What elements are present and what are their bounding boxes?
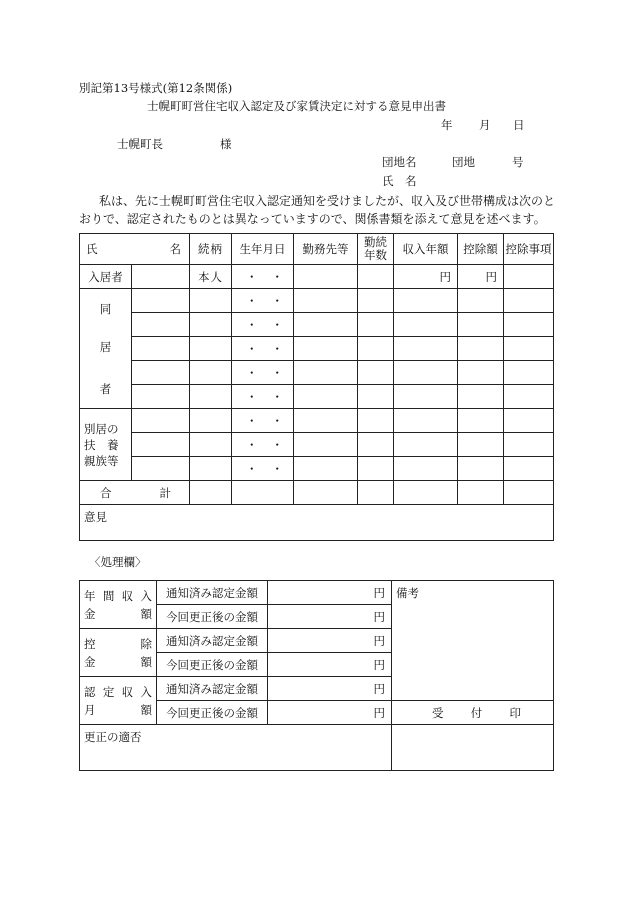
monthly-income-label xyxy=(80,677,157,725)
cell[interactable] xyxy=(232,481,294,505)
cell[interactable] xyxy=(394,409,458,433)
cell[interactable] xyxy=(458,481,504,505)
cell[interactable] xyxy=(294,457,358,481)
label-char: 間 xyxy=(102,588,115,603)
receipt-char-3: 印 xyxy=(509,705,521,720)
cell[interactable] xyxy=(504,289,554,313)
table-row xyxy=(80,337,554,361)
cell[interactable] xyxy=(190,409,232,433)
revised-amount-label: 今回更正後の金額 xyxy=(157,701,268,725)
table-row xyxy=(80,385,554,409)
label-char: 額 xyxy=(140,606,152,621)
cell[interactable] xyxy=(294,289,358,313)
date-month: 月 xyxy=(479,118,491,132)
notified-amount-yen: 円 xyxy=(268,629,392,653)
cohabitant-char-3: 者 xyxy=(99,381,112,396)
addressee-honorific: 様 xyxy=(220,137,232,151)
cohabitant-char-1: 同 xyxy=(99,301,112,316)
cell[interactable] xyxy=(458,337,504,361)
table-row xyxy=(80,289,554,313)
birth-dots: ・・ xyxy=(232,313,294,337)
cell[interactable] xyxy=(458,433,504,457)
cell[interactable] xyxy=(132,409,190,433)
cell[interactable] xyxy=(358,433,394,457)
cell[interactable] xyxy=(394,313,458,337)
cell[interactable] xyxy=(358,337,394,361)
cell[interactable] xyxy=(458,409,504,433)
cell[interactable] xyxy=(132,433,190,457)
birth-dots: ・・ xyxy=(232,385,294,409)
cell[interactable] xyxy=(132,385,190,409)
birth-dots: ・・ xyxy=(232,457,294,481)
applicant-name-label: 氏 名 xyxy=(382,174,417,188)
label-char: 月 xyxy=(84,702,96,717)
total-label xyxy=(80,481,190,505)
revised-amount-yen: 円 xyxy=(268,605,392,629)
opinion-field[interactable] xyxy=(80,505,554,541)
label-char: 控 xyxy=(84,636,96,651)
header-annual-income: 収入年額 xyxy=(394,234,458,265)
cell[interactable] xyxy=(190,313,232,337)
dependent-line-2: 扶 養 xyxy=(84,437,119,452)
header-deduction: 控除額 xyxy=(458,234,504,265)
header-name xyxy=(80,234,190,265)
notified-amount-yen: 円 xyxy=(268,581,392,605)
label-char: 額 xyxy=(140,654,152,669)
table-row xyxy=(80,433,554,457)
birth-dots: ・・ xyxy=(232,337,294,361)
cell[interactable] xyxy=(190,289,232,313)
date-day: 日 xyxy=(513,118,525,132)
annual-income-label xyxy=(80,581,157,629)
table-row xyxy=(80,409,554,433)
revised-amount-yen: 円 xyxy=(268,701,392,725)
label-char: 金 xyxy=(84,654,96,669)
label-char: 金 xyxy=(84,606,96,621)
cell[interactable] xyxy=(358,385,394,409)
resident-relation: 本人 xyxy=(190,265,232,289)
body-line-2: おりで、認定されたものとは異なっていますので、関係書類を添えて意見を述べます。 xyxy=(79,212,546,226)
total-char-2: 計 xyxy=(159,485,171,500)
validity-label: 更正の適否 xyxy=(84,730,142,744)
receipt-stamp-header xyxy=(392,701,554,725)
dependent-label xyxy=(80,409,132,481)
resident-workplace-cell[interactable] xyxy=(294,265,358,289)
cell[interactable] xyxy=(394,361,458,385)
table-row xyxy=(80,361,554,385)
label-char: 収 xyxy=(121,588,134,603)
resident-row xyxy=(80,265,554,289)
revised-amount-label: 今回更正後の金額 xyxy=(157,653,268,677)
cell[interactable] xyxy=(190,337,232,361)
cell[interactable] xyxy=(190,457,232,481)
notified-amount-label: 通知済み認定金額 xyxy=(157,677,268,701)
cell[interactable] xyxy=(294,361,358,385)
cell[interactable] xyxy=(458,313,504,337)
resident-years-cell[interactable] xyxy=(358,265,394,289)
total-row xyxy=(80,481,554,505)
cell[interactable] xyxy=(394,457,458,481)
dependent-line-1: 別居の xyxy=(84,421,119,436)
danchi-label: 団地名 xyxy=(382,155,417,169)
label-char: 額 xyxy=(140,702,152,717)
cell[interactable] xyxy=(394,337,458,361)
cell[interactable] xyxy=(294,313,358,337)
opinion-label: 意見 xyxy=(84,510,107,524)
resident-income-yen: 円 xyxy=(394,265,458,289)
processing-table xyxy=(79,580,554,771)
cell[interactable] xyxy=(458,289,504,313)
cell[interactable] xyxy=(458,457,504,481)
cell[interactable] xyxy=(294,481,358,505)
label-char: 認 xyxy=(84,684,96,699)
header-deduction-item: 控除事項 xyxy=(504,234,554,265)
label-char: 年 xyxy=(84,588,96,603)
birth-dots: ・・ xyxy=(232,433,294,457)
header-workplace: 勤務先等 xyxy=(294,234,358,265)
addressee-name: 士幌町長 xyxy=(117,137,163,151)
label-char: 収 xyxy=(121,684,134,699)
label-char: 除 xyxy=(140,636,152,651)
header-years-2: 年数 xyxy=(364,248,387,262)
validity-field[interactable] xyxy=(80,725,392,771)
cell[interactable] xyxy=(504,385,554,409)
deduction-amount-label xyxy=(80,629,157,677)
revised-amount-yen: 円 xyxy=(268,653,392,677)
cell[interactable] xyxy=(358,361,394,385)
body-line-1: 私は、先に士幌町町営住宅収入認定通知を受けましたが、収入及び世帯構成は次のと xyxy=(99,194,556,208)
cell[interactable] xyxy=(294,409,358,433)
cell[interactable] xyxy=(358,457,394,481)
notified-amount-label: 通知済み認定金額 xyxy=(157,629,268,653)
birth-dots: ・・ xyxy=(232,361,294,385)
table-row xyxy=(80,457,554,481)
header-relation: 続柄 xyxy=(190,234,232,265)
cohabitant-label xyxy=(80,289,132,409)
revised-amount-label: 今回更正後の金額 xyxy=(157,605,268,629)
notified-amount-yen: 円 xyxy=(268,677,392,701)
cell[interactable] xyxy=(504,433,554,457)
total-char-1: 合 xyxy=(100,485,112,500)
receipt-char-1: 受 xyxy=(432,705,444,720)
opinion-row xyxy=(80,505,554,541)
cell[interactable] xyxy=(132,313,190,337)
form-number: 別記第13号様式(第12条関係) xyxy=(79,81,233,95)
cell[interactable] xyxy=(358,481,394,505)
cell[interactable] xyxy=(190,361,232,385)
resident-label: 入居者 xyxy=(80,265,132,289)
resident-deduction-item-cell[interactable] xyxy=(504,265,554,289)
remarks-field[interactable] xyxy=(392,581,554,701)
cell[interactable] xyxy=(458,385,504,409)
header-row xyxy=(80,234,554,265)
cell[interactable] xyxy=(504,337,554,361)
table-row xyxy=(80,313,554,337)
cell[interactable] xyxy=(132,457,190,481)
cell[interactable] xyxy=(190,385,232,409)
cell[interactable] xyxy=(132,337,190,361)
cell[interactable] xyxy=(132,361,190,385)
household-table xyxy=(79,233,554,541)
cell[interactable] xyxy=(504,361,554,385)
form-title: 士幌町町営住宅収入認定及び家賃決定に対する意見申出書 xyxy=(147,99,446,113)
cell[interactable] xyxy=(394,481,458,505)
cell[interactable] xyxy=(504,409,554,433)
cell[interactable] xyxy=(132,289,190,313)
cell[interactable] xyxy=(358,409,394,433)
cell[interactable] xyxy=(358,289,394,313)
receipt-stamp-area[interactable] xyxy=(392,725,554,771)
cell[interactable] xyxy=(190,433,232,457)
dependent-line-3: 親族等 xyxy=(84,453,119,468)
room-number: 号 xyxy=(512,155,524,169)
processing-section-label: 〈処理欄〉 xyxy=(89,555,147,569)
header-name-2: 名 xyxy=(169,242,181,256)
header-birthdate: 生年月日 xyxy=(232,234,294,265)
birth-dots: ・・ xyxy=(232,409,294,433)
cell[interactable] xyxy=(294,385,358,409)
remarks-label: 備考 xyxy=(396,586,419,600)
birth-dots: ・・ xyxy=(232,289,294,313)
cell[interactable] xyxy=(190,481,232,505)
cell[interactable] xyxy=(394,385,458,409)
resident-name-cell[interactable] xyxy=(132,265,190,289)
header-name-1: 氏 xyxy=(86,242,98,256)
cell[interactable] xyxy=(394,433,458,457)
cell[interactable] xyxy=(358,313,394,337)
header-years-1: 勤続 xyxy=(364,235,387,249)
cell[interactable] xyxy=(458,361,504,385)
resident-birth-dots: ・・ xyxy=(232,265,294,289)
cell[interactable] xyxy=(294,337,358,361)
receipt-char-2: 付 xyxy=(470,705,483,720)
cell[interactable] xyxy=(504,481,554,505)
label-char: 定 xyxy=(102,684,115,699)
resident-deduction-yen: 円 xyxy=(458,265,504,289)
cell[interactable] xyxy=(394,289,458,313)
header-service-years xyxy=(358,234,394,265)
label-char: 入 xyxy=(140,684,152,699)
cell[interactable] xyxy=(504,313,554,337)
date-year: 年 xyxy=(441,118,453,132)
notified-amount-label: 通知済み認定金額 xyxy=(157,581,268,605)
cell[interactable] xyxy=(294,433,358,457)
danchi: 団地 xyxy=(452,155,475,169)
cell[interactable] xyxy=(504,457,554,481)
cohabitant-char-2: 居 xyxy=(99,339,112,354)
label-char: 入 xyxy=(140,588,152,603)
